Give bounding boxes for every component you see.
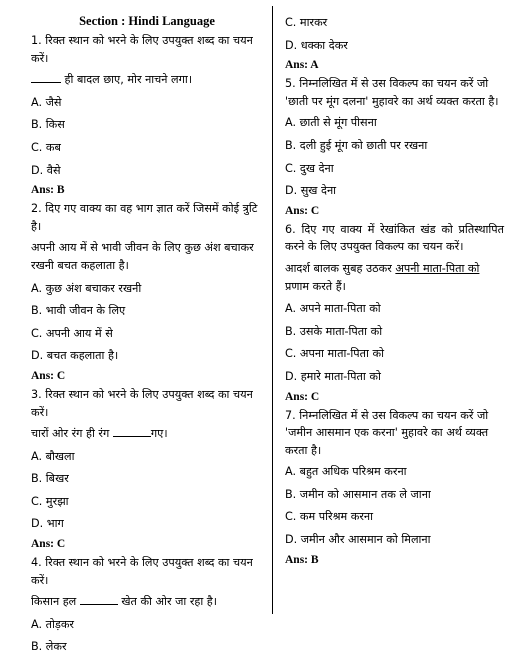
- sentence-text: आदर्श बालक सुबह उठकर: [285, 261, 396, 275]
- question-4: [31, 554, 263, 589]
- question-number: 4.: [31, 556, 42, 570]
- option-a[interactable]: A. तोड़कर: [31, 617, 74, 631]
- question-number: 7.: [285, 408, 296, 422]
- option-d[interactable]: D. भाग: [31, 517, 64, 531]
- column-divider: [272, 6, 273, 614]
- sentence-text: प्रणाम करते हैं।: [285, 279, 346, 293]
- question-sentence: [285, 260, 504, 295]
- question-text: दिए गए वाक्य में रेखांकित खंड को प्रतिस्थापित करने के लिए उपयुक्त विकल्प का चयन करें।: [285, 222, 504, 254]
- question-number: 2.: [31, 202, 42, 216]
- option-d[interactable]: D. सुख देना: [285, 184, 337, 198]
- option-c[interactable]: C. अपनी आय में से: [31, 326, 113, 340]
- answer: Ans: B: [31, 184, 65, 197]
- question-5: [285, 75, 504, 110]
- option-d[interactable]: D. वैसे: [31, 163, 61, 177]
- option-a[interactable]: A. बौखला: [31, 449, 75, 463]
- underlined-segment: अपनी माता-पिता को: [395, 261, 480, 275]
- option-b[interactable]: B. लेकर: [31, 640, 67, 654]
- blank-line: [80, 594, 118, 605]
- question-6: [285, 221, 504, 256]
- answer: Ans: C: [31, 538, 66, 551]
- sentence-text: गए।: [150, 427, 168, 441]
- question-text: निम्नलिखित में से उस विकल्प का चयन करें जो 'जमीन आसमान एक करना' मुहावरे का अर्थ व्यक्त करता है।: [285, 408, 489, 457]
- option-b[interactable]: B. भावी जीवन के लिए: [31, 304, 126, 318]
- option-b[interactable]: B. दली हुई मूंग को छाती पर रखना: [285, 138, 428, 152]
- sentence-text: किसान हल: [31, 595, 80, 609]
- section-title: Section : Hindi Language: [79, 14, 215, 28]
- option-c[interactable]: C. मारकर: [285, 16, 328, 29]
- question-number: 5.: [285, 77, 296, 91]
- question-number: 6.: [285, 222, 296, 236]
- left-column: [31, 14, 263, 661]
- question-2: [31, 200, 263, 235]
- option-b[interactable]: B. किस: [31, 118, 65, 132]
- question-7: [285, 407, 504, 460]
- option-a[interactable]: A. अपने माता-पिता को: [285, 302, 381, 316]
- answer: Ans: B: [285, 553, 319, 566]
- question-sentence: [31, 425, 263, 443]
- answer: Ans: C: [285, 390, 320, 403]
- option-b[interactable]: B. बिखर: [31, 472, 69, 486]
- question-text: रिक्त स्थान को भरने के लिए उपयुक्त शब्द का चयन करें।: [31, 34, 253, 65]
- option-c[interactable]: C. अपना माता-पिता को: [285, 347, 384, 361]
- option-d[interactable]: D. जमीन और आसमान को मिलाना: [285, 533, 431, 547]
- option-a[interactable]: A. छाती से मूंग पीसना: [285, 116, 377, 130]
- option-c[interactable]: C. कब: [31, 140, 61, 154]
- option-c[interactable]: C. दुख देना: [285, 161, 334, 175]
- option-a[interactable]: A. कुछ अंश बचाकर रखनी: [31, 281, 142, 295]
- option-d[interactable]: D. बचत कहलाता है।: [31, 349, 119, 363]
- option-b[interactable]: B. उसके माता-पिता को: [285, 324, 383, 338]
- option-c[interactable]: C. कम परिश्रम करना: [285, 510, 374, 524]
- option-d[interactable]: D. धक्का देकर: [285, 38, 348, 52]
- question-sentence: [31, 593, 263, 611]
- option-d[interactable]: D. हमारे माता-पिता को: [285, 369, 381, 383]
- question-text: रिक्त स्थान को भरने के लिए उपयुक्त शब्द का चयन करें।: [31, 556, 253, 587]
- question-sentence: [31, 71, 263, 89]
- question-text: रिक्त स्थान को भरने के लिए उपयुक्त शब्द का चयन करें।: [31, 387, 253, 419]
- option-a[interactable]: A. जैसे: [31, 95, 62, 109]
- right-column: [285, 14, 504, 570]
- sentence-text: ही बादल छाए, मोर नाचने लगा।: [61, 73, 193, 87]
- question-text: निम्नलिखित में से उस विकल्प का चयन करें जो 'छाती पर मूंग दलना' मुहावरे का अर्थ व्यक्त करता है।: [285, 77, 499, 108]
- answer: Ans: A: [285, 59, 319, 72]
- answer: Ans: C: [31, 369, 66, 382]
- sentence-text: खेत की ओर जा रहा है।: [117, 595, 217, 609]
- sentence-text: चारों ओर रंग ही रंग: [31, 427, 113, 441]
- option-a[interactable]: A. बहुत अधिक परिश्रम करना: [285, 465, 407, 479]
- question-sentence: अपनी आय में से भावी जीवन के लिए कुछ अंश बचाकर रखनी बचत कहलाता है।: [31, 241, 254, 272]
- question-number: 1.: [31, 34, 42, 47]
- question-text: दिए गए वाक्य का वह भाग ज्ञात करें जिसमें कोई त्रुटि है।: [31, 202, 258, 233]
- question-1: [31, 32, 263, 67]
- blank-line: [31, 72, 61, 83]
- blank-line: [113, 426, 151, 437]
- question-3: [31, 386, 263, 421]
- question-number: 3.: [31, 387, 42, 401]
- option-b[interactable]: B. जमीन को आसमान तक ले जाना: [285, 487, 431, 501]
- answer: Ans: C: [285, 204, 320, 217]
- option-c[interactable]: C. मुरझा: [31, 494, 69, 508]
